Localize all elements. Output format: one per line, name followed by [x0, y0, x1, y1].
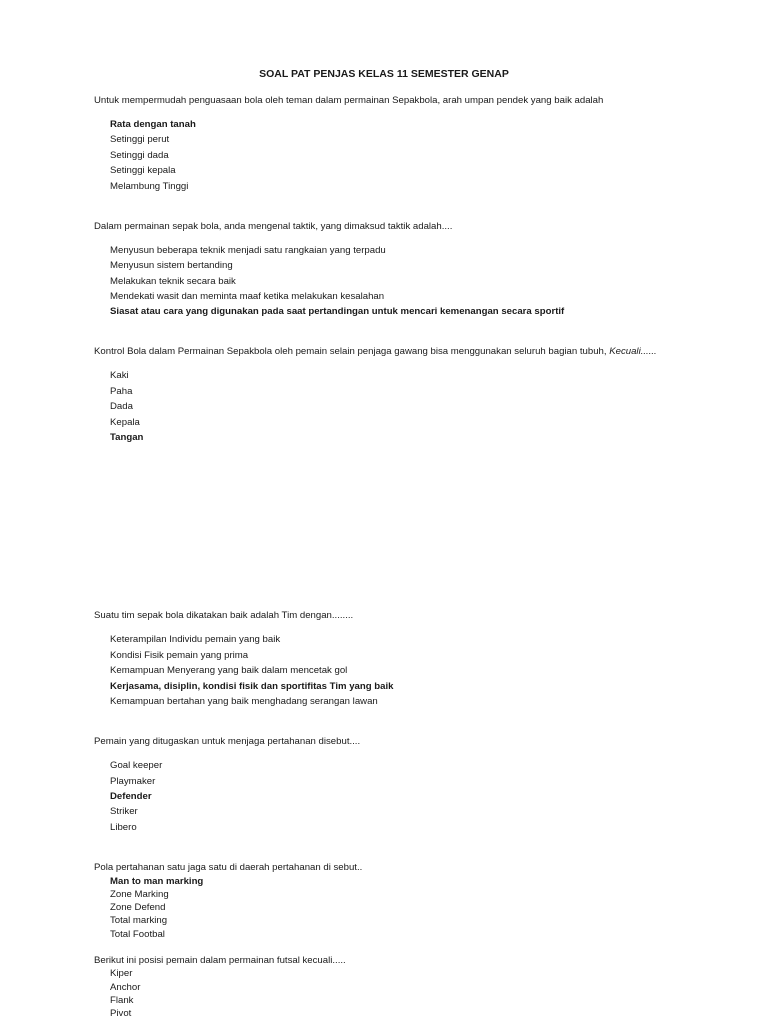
question-3-option-e: Tangan: [110, 432, 144, 443]
question-1-option-e: Melambung Tinggi: [110, 181, 189, 192]
question-7-option-d: Pivot: [110, 1008, 132, 1019]
question-3-option-d: Kepala: [110, 417, 140, 428]
question-5-option-e: Libero: [110, 822, 137, 833]
question-6-text: Pola pertahanan satu jaga satu di daerah pertahanan di sebut..: [94, 862, 363, 873]
question-6-option-a: Man to man marking: [110, 876, 204, 887]
question-1-option-d: Setinggi kepala: [110, 165, 176, 176]
question-3-option-a: Kaki: [110, 370, 129, 381]
question-4-option-a: Keterampilan Individu pemain yang baik: [110, 634, 281, 645]
question-2-text: Dalam permainan sepak bola, anda mengenal taktik, yang dimaksud taktik adalah....: [94, 221, 453, 232]
question-6-option-d: Total marking: [110, 915, 168, 926]
question-4-text: Suatu tim sepak bola dikatakan baik adalah Tim dengan........: [94, 610, 354, 621]
question-6-option-e: Total Footbal: [110, 929, 165, 940]
question-7-option-c: Flank: [110, 995, 134, 1006]
question-3-text-main: Kontrol Bola dalam Permainan Sepakbola oleh pemain selain penjaga gawang bisa menggunakan seluruh bagian tubuh,: [94, 346, 607, 357]
question-5-text: Pemain yang ditugaskan untuk menjaga pertahanan disebut....: [94, 736, 361, 747]
question-2-option-b: Menyusun sistem bertanding: [110, 260, 233, 271]
question-5-option-d: Striker: [110, 806, 138, 817]
question-3-text: [94, 346, 714, 358]
question-4-option-b: Kondisi Fisik pemain yang prima: [110, 650, 249, 661]
question-3-option-b: Paha: [110, 386, 133, 397]
question-2-option-d: Mendekati wasit dan meminta maaf ketika melakukan kesalahan: [110, 291, 385, 302]
question-6-option-c: Zone Defend: [110, 902, 166, 913]
question-3-option-c: Dada: [110, 401, 133, 412]
question-2-option-a: Menyusun beberapa teknik menjadi satu rangkaian yang terpadu: [110, 245, 386, 256]
question-2-option-c: Melakukan teknik secara baik: [110, 276, 236, 287]
question-4-option-c: Kemampuan Menyerang yang baik dalam mencetak gol: [110, 665, 348, 676]
question-5-option-c: Defender: [110, 791, 152, 802]
question-7-option-b: Anchor: [110, 982, 141, 993]
question-1-text: Untuk mempermudah penguasaan bola oleh teman dalam permainan Sepakbola, arah umpan pendek yang baik adalah: [94, 95, 604, 106]
question-3-text-exception: Kecuali......: [609, 346, 657, 357]
question-4-option-d: Kerjasama, disiplin, kondisi fisik dan sportifitas Tim yang baik: [110, 681, 394, 692]
question-7-text: Berikut ini posisi pemain dalam permainan futsal kecuali.....: [94, 955, 346, 966]
question-5-option-a: Goal keeper: [110, 760, 163, 771]
question-4-option-e: Kemampuan bertahan yang baik menghadang serangan lawan: [110, 696, 378, 707]
page-title: SOAL PAT PENJAS KELAS 11 SEMESTER GENAP: [259, 68, 509, 80]
question-1-option-b: Setinggi perut: [110, 134, 170, 145]
question-1-option-a: Rata dengan tanah: [110, 119, 196, 130]
question-5-option-b: Playmaker: [110, 776, 156, 787]
question-1-option-c: Setinggi dada: [110, 150, 169, 161]
question-7-option-a: Kiper: [110, 968, 133, 979]
question-6-option-b: Zone Marking: [110, 889, 169, 900]
question-2-option-e: Siasat atau cara yang digunakan pada saat pertandingan untuk mencari kemenangan secara sportif: [110, 306, 565, 317]
